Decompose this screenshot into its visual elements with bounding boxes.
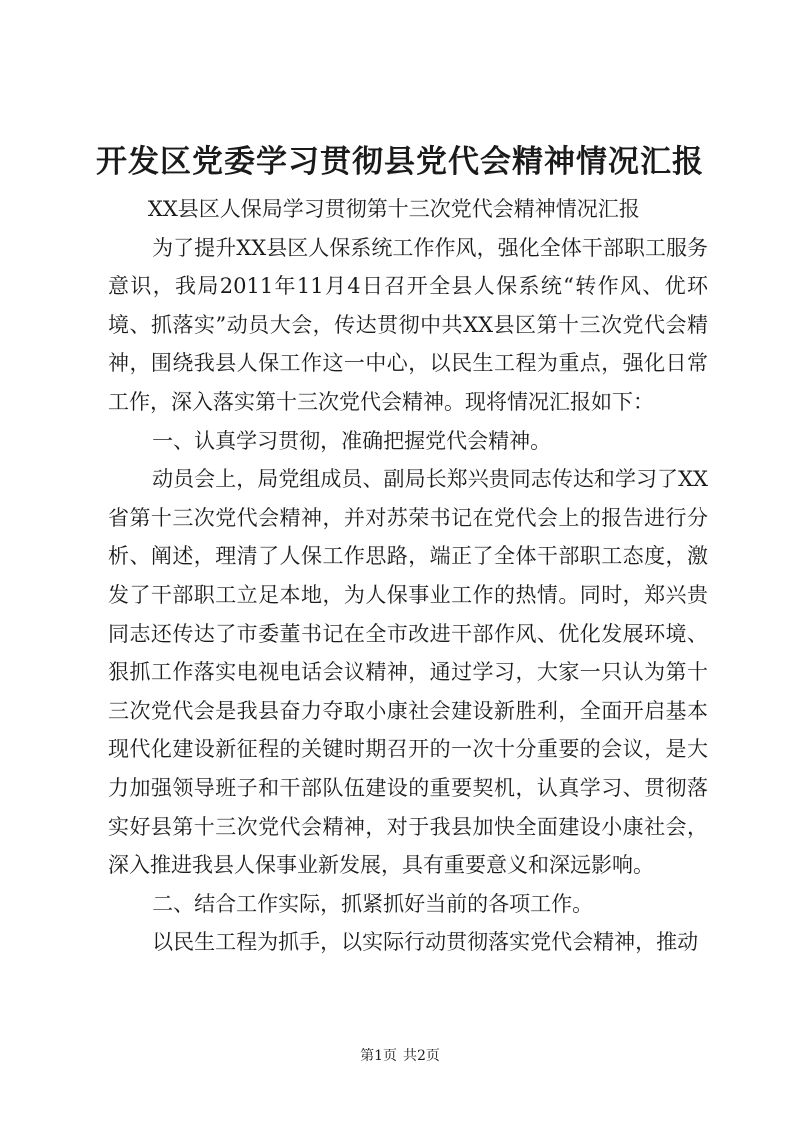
paragraph-intro: 为了提升XX县区人保系统工作作风，强化全体干部职工服务意识，我局2011年11月4日召开全县人保系统“转作风、优环境、抓落实”动员大会，传达贯彻中共XX县区第十三次党代会精神，围绕我县人保工作这一中心，以民生工程为重点，强化日常工作，深入落实第十三次党代会精神。现将情况汇报如下： bbox=[108, 235, 708, 414]
paragraph-section-1: 动员会上，局党组成员、副局长郑兴贵同志传达和学习了XX省第十三次党代会精神，并对苏荣书记在党代会上的报告进行分析、阐述，理清了人保工作思路，端正了全体干部职工态度，激发了干部职工立足本地，为人保事业工作的热情。同时，郑兴贵同志还传达了市委董书记在全市改进干部作风、优化发展环境、狠抓工作落实电视电话会议精神，通过学习，大家一只认为第十三次党代会是我县奋力夺取小康社会建设新胜利，全面开启基本现代化建设新征程的关键时期召开的一次十分重要的会议，是大力加强领导班子和干部队伍建设的重要契机，认真学习、贯彻落实好县第十三次党代会精神，对于我县加快全面建设小康社会，深入推进我县人保事业新发展，具有重要意义和深远影响。 bbox=[108, 467, 708, 878]
page-footer bbox=[0, 1046, 800, 1066]
section-heading-1: 一、认真学习贯彻，准确把握党代会精神。 bbox=[152, 428, 552, 453]
page-total: 共2页 bbox=[403, 1048, 440, 1064]
paragraph-section-2: 以民生工程为抓手，以实际行动贯彻落实党代会精神，推动 bbox=[152, 930, 699, 955]
document-title: 开发区党委学习贯彻县党代会精神情况汇报 bbox=[96, 144, 704, 180]
document-subtitle: XX县区人保局学习贯彻第十三次党代会精神情况汇报 bbox=[147, 197, 640, 221]
section-heading-2: 二、结合工作实际，抓紧抓好当前的各项工作。 bbox=[152, 891, 594, 916]
document-body bbox=[108, 190, 708, 962]
page-number: 第1页 bbox=[360, 1048, 397, 1064]
